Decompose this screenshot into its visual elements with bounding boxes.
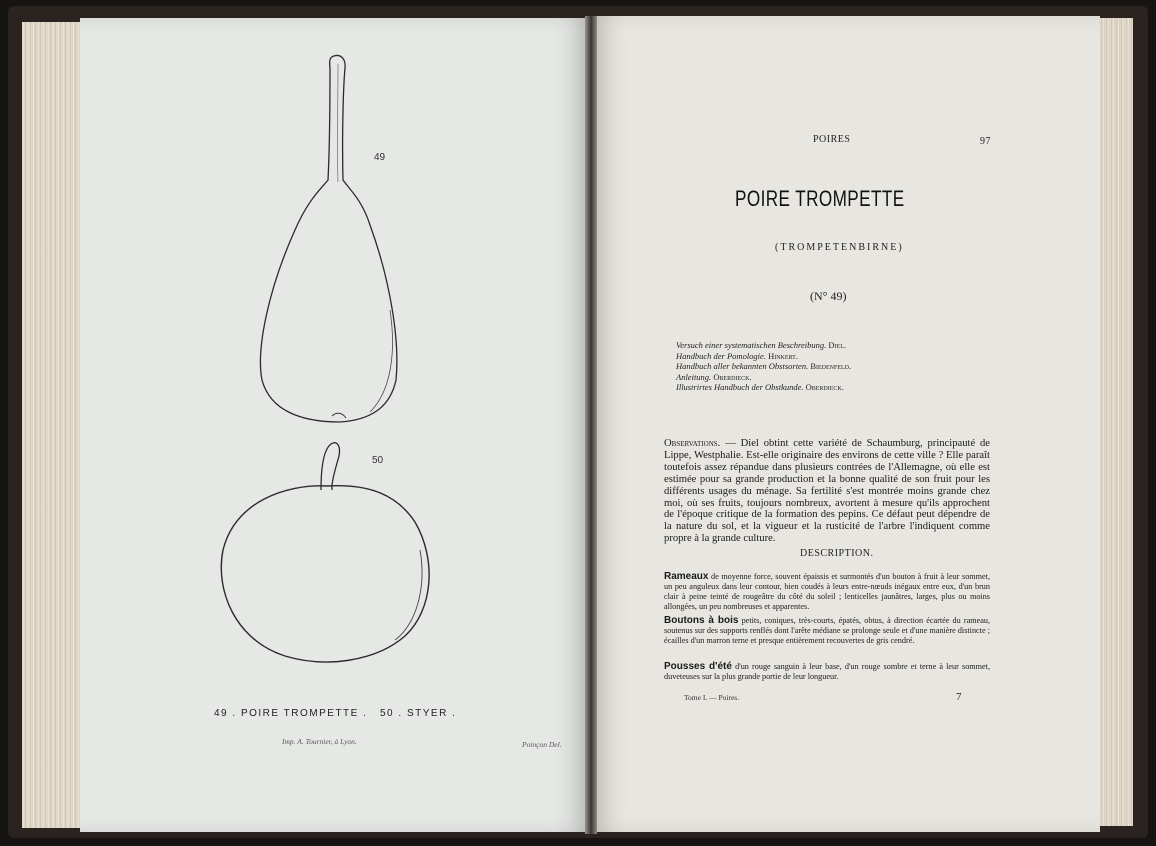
page-edges-left — [22, 22, 88, 828]
figure-number-49: 49 — [374, 152, 386, 163]
reference-list — [676, 340, 851, 393]
reference-item: Handbuch der Pomologie. Hinkert. — [676, 350, 798, 361]
running-head: POIRES — [813, 134, 851, 145]
reference-item: Versuch einer systematischen Beschreibung. Diel. — [676, 340, 847, 350]
reference-item: Anleitung. Oberdieck. — [676, 371, 752, 382]
description-heading: DESCRIPTION. — [800, 548, 874, 559]
printer-imprint: Imp. A. Tournier, à Lyon. — [282, 737, 357, 746]
plate-caption-trompette: 49 . POIRE TROMPETTE . — [214, 708, 368, 719]
rameaux-paragraph: Rameaux de moyenne force, souvent épaissis et surmontés d'un bouton à fruit à leur sommet, un peu anguleux dans leur contour, bien coudés à leurs entre-nœuds inégaux entre eux, d'un brun clair à peine teinté de rougeâtre du côté du soleil ; lenticelles jaunâtres, larges, plus ou moins allongées, un peu nombreuses et apparentes. — [664, 571, 990, 611]
variety-number: (N° 49) — [810, 289, 847, 303]
pear-styer-drawing — [215, 440, 440, 670]
pear-trompette-drawing — [250, 50, 420, 430]
plate-caption-styer: 50 . STYER . — [380, 708, 457, 719]
artist-credit: Poinçon Del. — [522, 740, 562, 749]
page-edges-right — [1095, 18, 1133, 826]
page-number: 97 — [980, 136, 991, 147]
reference-item: Handbuch aller bekannten Obstsorten. Biedenfeld. — [676, 361, 852, 372]
signature-number: 7 — [956, 691, 962, 703]
figure-number-50: 50 — [372, 455, 384, 466]
boutons-paragraph: Boutons à bois petits, coniques, très-courts, épatés, obtus, à direction écartée du rameau, soutenus sur des supports renflés dont l'arête médiane se prolonge seule et d'une manière distincte ; écailles d'un marron terne et presque entièrement recouvertes de gris cendré. — [664, 615, 990, 645]
observations-paragraph: Observations. — Diel obtint cette variété de Schaumburg, principauté de Lippe, Westphalie. Est-elle originaire des environs de cette ville ? Elle paraît toutefois assez répandue dans plusieurs contrées de l'Allemagne, où elle est estimée pour sa grande production et la bonne qualité de son fruit pour les différents usages du ménage. Sa fertilité s'est montrée moins grande chez moi, où ses fruits, toujours nombreux, avortent à mesure qu'ils approchent de l'époque critique de la formation des pepins. Ce défaut peut dépendre de la nature du sol, et la vigueur et la rusticité de l'arbre l'indiquent comme propre à la grande culture. — [664, 438, 990, 545]
pousses-paragraph: Pousses d'été d'un rouge sanguin à leur base, d'un rouge sombre et terne à leur sommet, duveteuses sur la plus grande portie de leur longueur. — [664, 661, 991, 681]
page-title: POIRE TROMPETTE — [735, 186, 905, 211]
reference-item: Illustrirtes Handbuch der Obstkunde. Oberdieck. — [676, 382, 844, 393]
book-gutter — [585, 16, 597, 834]
signature-line: Tome I. — Poires. — [684, 693, 740, 702]
german-name: (TROMPETENBIRNE) — [775, 242, 904, 253]
